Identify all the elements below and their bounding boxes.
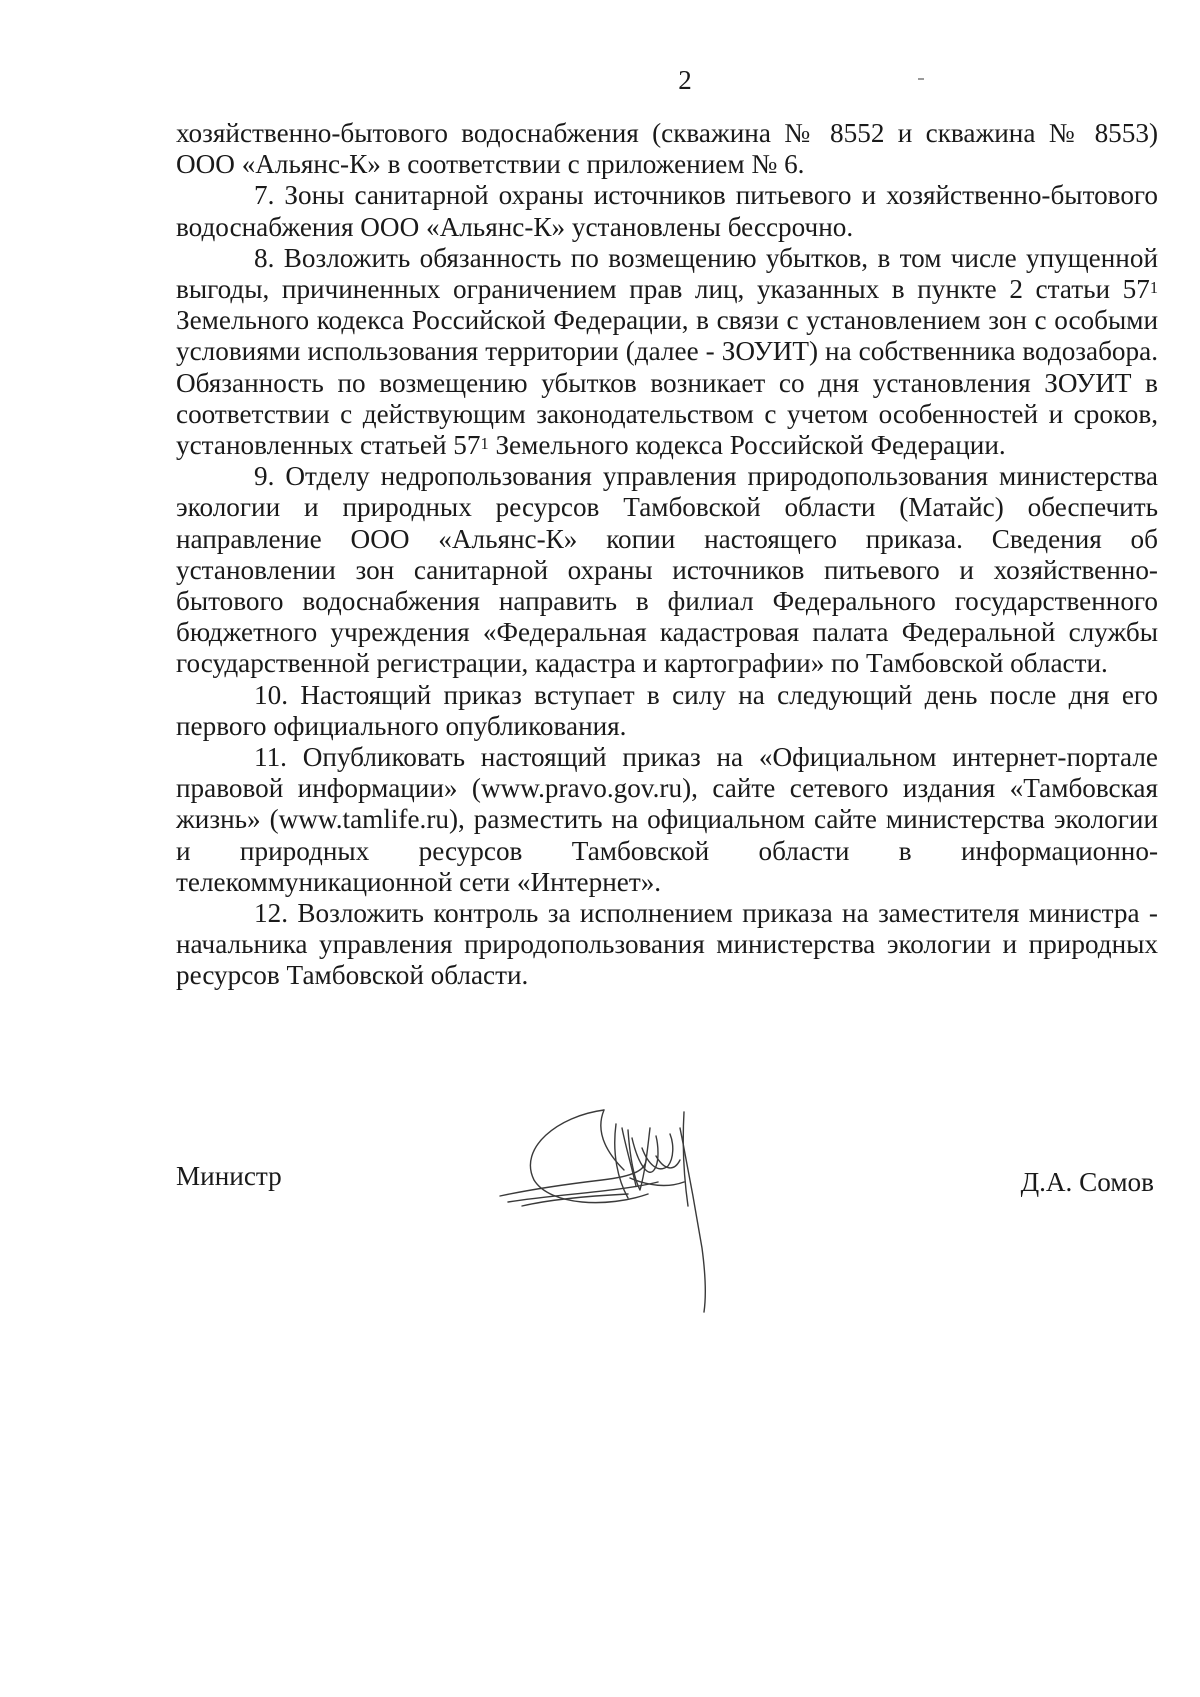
- paragraph-item-11: 11. Опубликовать настоящий приказ на «Официальном интернет-портале правовой информации» (www.pravo.gov.ru), сайте сетевого издания «Тамбовская жизнь» (www.tamlife.ru), разместить на официальном сайте министерства экологии и природных ресурсов Тамбовской области в информационно-телекоммуникационной сети «Интернет».: [176, 742, 1158, 897]
- handwritten-signature: [498, 1108, 748, 1314]
- signatory-title: Министр: [176, 1161, 282, 1191]
- paragraph-item-8-part-2: Земельного кодекса Российской Федерации, в связи с установлением зон с особыми условиями использования территории (далее - ЗОУИТ) на собственника водозабора. Обязанность по возмещению убытков возникает со дня установления ЗОУИТ в соответствии с действующим законодательством с учетом особенностей и сроков, установленных статьей 57: [176, 305, 1158, 461]
- paragraph-item-7: 7. Зоны санитарной охраны источников питьевого и хозяйственно-бытового водоснабжения ООО «Альянс-К» установлены бессрочно.: [176, 180, 1158, 242]
- signatory-name: Д.А. Сомов: [1020, 1167, 1154, 1197]
- paragraph-continuation: хозяйственно-бытового водоснабжения (скважина № 8552 и скважина № 8553) ООО «Альянс-К» в соответствии с приложением № 6.: [176, 118, 1158, 180]
- paragraph-item-8-part-3: Земельного кодекса Российской Федерации.: [488, 430, 1006, 461]
- paragraph-item-8: [176, 243, 1158, 461]
- document-body: [176, 118, 1158, 992]
- paragraph-item-12: 12. Возложить контроль за исполнением приказа на заместителя министра - начальника управления природопользования министерства экологии и природных ресурсов Тамбовской области.: [176, 898, 1158, 991]
- paragraph-item-8-part-1: 8. Возложить обязанность по возмещению убытков, в том числе упущенной выгоды, причиненных ограничением прав лиц, указанных в пункте 2 статьи 57: [176, 242, 1158, 305]
- superscript-article-index: 1: [480, 434, 489, 454]
- signature-strokes: [500, 1110, 705, 1312]
- superscript-article-index: 1: [1149, 278, 1158, 298]
- page-number: 2: [678, 65, 692, 95]
- paragraph-item-10: 10. Настоящий приказ вступает в силу на следующий день после дня его первого официального опубликования.: [176, 679, 1158, 741]
- scan-artifact-mark: [918, 78, 924, 80]
- paragraph-item-9: 9. Отделу недропользования управления природопользования министерства экологии и природных ресурсов Тамбовской области (Матайс) обеспечить направление ООО «Альянс-К» копии настоящего приказа. Сведения об установлении зон санитарной охраны источников питьевого и хозяйственно-бытового водоснабжения направить в филиал Федерального государственного бюджетного учреждения «Федеральная кадастровая палата Федеральной службы государственной регистрации, кадастра и картографии» по Тамбовской области.: [176, 461, 1158, 679]
